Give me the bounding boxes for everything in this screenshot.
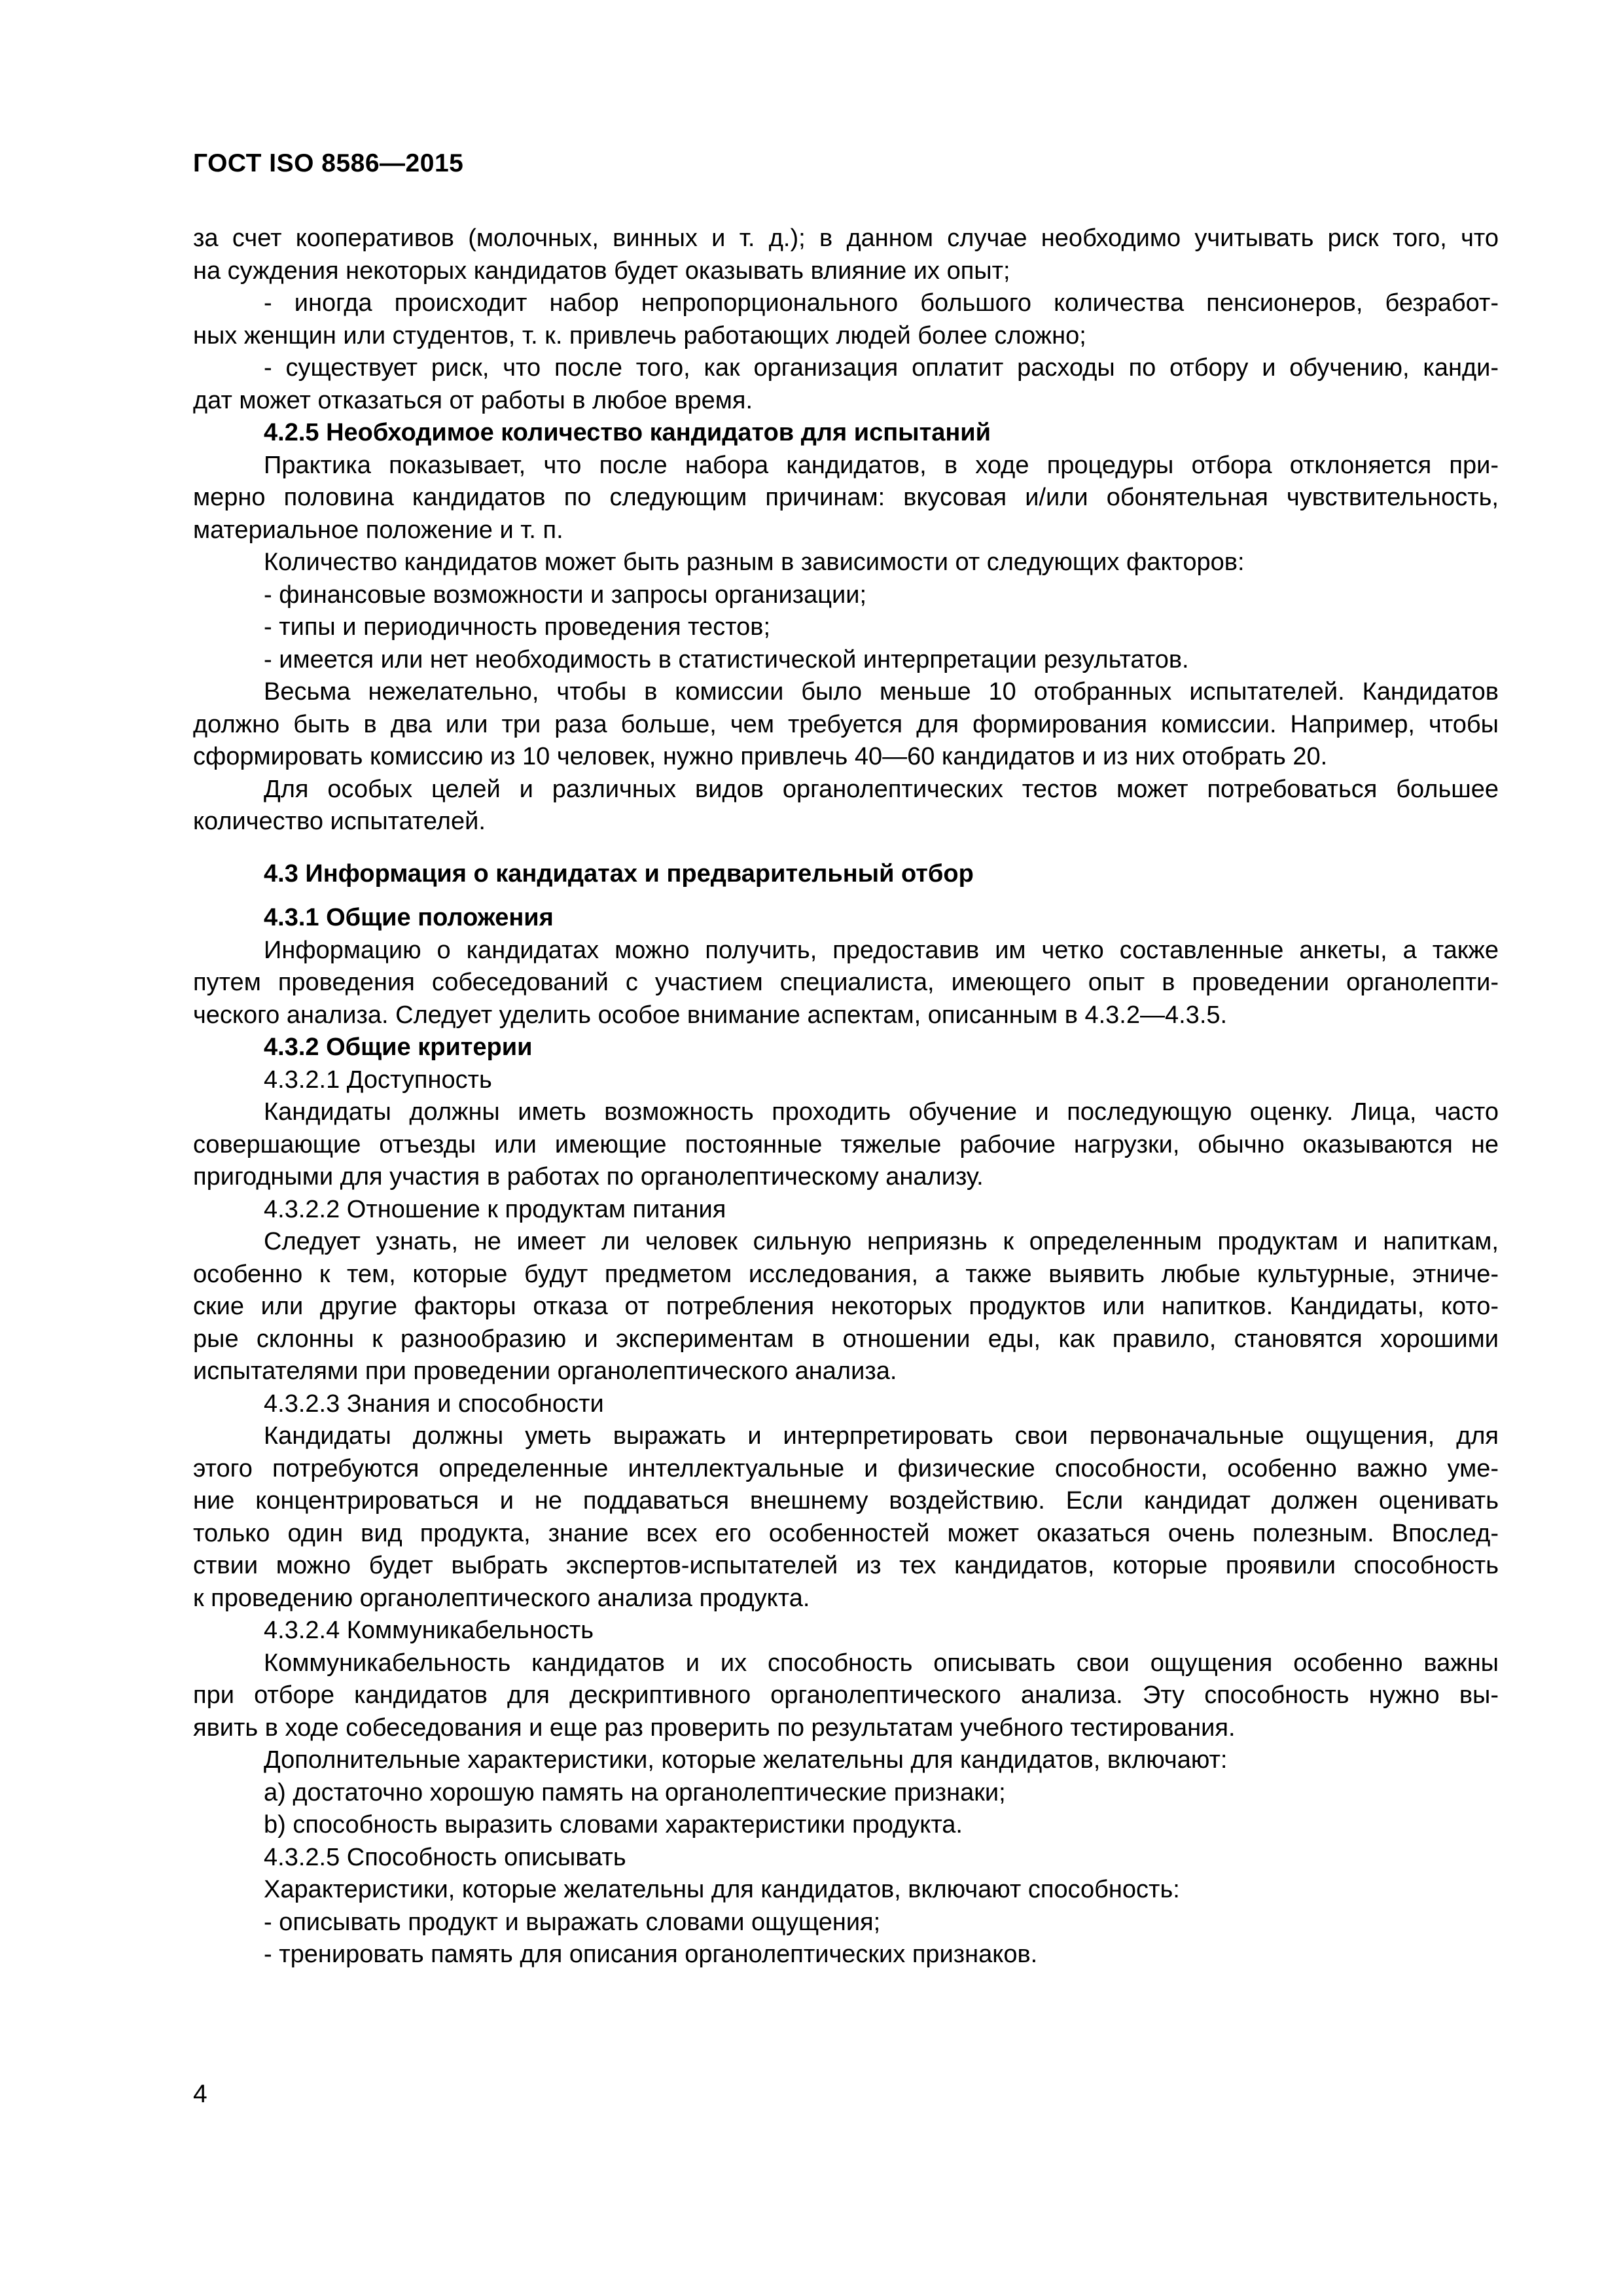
text-line: ческого анализа. Следует уделить особое внимание аспектам, описанным в 4.3.2—4.3.5. bbox=[193, 1001, 1228, 1029]
text-line: рые склонны к разнообразию и экспериментам в отношении еды, как правило, становятся хорошими bbox=[193, 1325, 1499, 1353]
list-item: - типы и периодичность проведения тестов; bbox=[264, 613, 771, 641]
text-line: должно быть в два или три раза больше, чем требуется для формирования комиссии. Например, чтобы bbox=[193, 710, 1499, 738]
text-line: испытателями при проведении органолептического анализа. bbox=[193, 1357, 897, 1385]
list-item: b) способность выразить словами характеристики продукта. bbox=[264, 1811, 963, 1839]
subsection-heading-4-3-2-4: 4.3.2.4 Коммуникабельность bbox=[264, 1617, 594, 1644]
text-line: Дополнительные характеристики, которые желательны для кандидатов, включают: bbox=[264, 1746, 1228, 1774]
text-line: явить в ходе собеседования и еще раз проверить по результатам учебного тестирования. bbox=[193, 1713, 1236, 1742]
list-item: a) достаточно хорошую память на органолептические признаки; bbox=[264, 1778, 1006, 1806]
text-line: Кандидаты должны уметь выражать и интерпретировать свои первоначальные ощущения, для bbox=[264, 1422, 1499, 1450]
list-item: - описывать продукт и выражать словами ощущения; bbox=[264, 1908, 881, 1936]
text-line: путем проведения собеседований с участием специалиста, имеющего опыт в проведении органолепти- bbox=[193, 969, 1499, 996]
text-line: дат может отказаться от работы в любое время. bbox=[193, 386, 753, 414]
text-line: ствии можно будет выбрать экспертов-испытателей из тех кандидатов, которые проявили способность bbox=[193, 1552, 1499, 1579]
section-heading-4-3: 4.3 Информация о кандидатах и предварительный отбор bbox=[264, 859, 974, 888]
text-line: сформировать комиссию из 10 человек, нужно привлечь 40—60 кандидатов и из них отобрать 20. bbox=[193, 743, 1328, 770]
list-item: - финансовые возможности и запросы организации; bbox=[264, 581, 867, 609]
text-line: Коммуникабельность кандидатов и их способность описывать свои ощущения особенно важны bbox=[264, 1649, 1499, 1677]
section-heading-4-3-1: 4.3.1 Общие положения bbox=[264, 904, 554, 931]
section-heading-4-3-2: 4.3.2 Общие критерии bbox=[264, 1033, 533, 1061]
text-line: количество испытателей. bbox=[193, 808, 486, 835]
text-line: мерно половина кандидатов по следующим причинам: вкусовая и/или обонятельная чувствительность, bbox=[193, 484, 1499, 511]
page-number: 4 bbox=[193, 2080, 207, 2108]
document-body bbox=[193, 223, 1499, 1971]
text-line: Информацию о кандидатах можно получить, предоставив им четко составленные анкеты, а также bbox=[264, 936, 1499, 964]
section-heading-4-2-5: 4.2.5 Необходимое количество кандидатов для испытаний bbox=[264, 419, 991, 446]
text-line: Кандидаты должны иметь возможность проходить обучение и последующую оценку. Лица, часто bbox=[264, 1098, 1499, 1126]
text-line: за счет кооперативов (молочных, винных и т. д.); в данном случае необходимо учитывать риск того, что bbox=[193, 224, 1499, 252]
list-item: - иногда происходит набор непропорционального большого количества пенсионеров, безработ- bbox=[264, 289, 1499, 317]
text-line: к проведению органолептического анализа продукта. bbox=[193, 1584, 810, 1612]
text-line: Следует узнать, не имеет ли человек сильную неприязнь к определенным продуктам и напиткам, bbox=[264, 1228, 1499, 1255]
text-line: Характеристики, которые желательны для кандидатов, включают способность: bbox=[264, 1876, 1180, 1903]
text-line: на суждения некоторых кандидатов будет оказывать влияние их опыт; bbox=[193, 257, 1010, 285]
text-line: особенно к тем, которые будут предметом исследования, а также выявить любые культурные, этниче- bbox=[193, 1260, 1499, 1288]
list-item: - тренировать память для описания органолептических признаков. bbox=[264, 1941, 1038, 1968]
text-line: Практика показывает, что после набора кандидатов, в ходе процедуры отбора отклоняется при- bbox=[264, 451, 1499, 479]
text-line: только один вид продукта, знание всех его особенностей может оказаться очень полезным. Впослед- bbox=[193, 1519, 1499, 1547]
text-line: материальное положение и т. п. bbox=[193, 516, 563, 544]
text-line: пригодными для участия в работах по органолептическому анализу. bbox=[193, 1163, 984, 1191]
subsection-heading-4-3-2-3: 4.3.2.3 Знания и способности bbox=[264, 1390, 604, 1418]
text-line: Весьма нежелательно, чтобы в комиссии было меньше 10 отобранных испытателей. Кандидатов bbox=[264, 678, 1499, 706]
text-line: ние концентрироваться и не поддаваться внешнему воздействию. Если кандидат должен оценивать bbox=[193, 1487, 1499, 1515]
subsection-heading-4-3-2-5: 4.3.2.5 Способность описывать bbox=[264, 1843, 626, 1871]
subsection-heading-4-3-2-1: 4.3.2.1 Доступность bbox=[264, 1066, 492, 1094]
text-line: Количество кандидатов может быть разным в зависимости от следующих факторов: bbox=[264, 548, 1245, 576]
text-line: этого потребуются определенные интеллектуальные и физические способности, особенно важно уме- bbox=[193, 1454, 1499, 1482]
text-line: ных женщин или студентов, т. к. привлечь работающих людей более сложно; bbox=[193, 321, 1086, 350]
text-line: при отборе кандидатов для дескриптивного органолептического анализа. Эту способность нужно вы- bbox=[193, 1681, 1499, 1709]
list-item: - существует риск, что после того, как организация оплатит расходы по отбору и обучению, канди- bbox=[264, 354, 1499, 382]
document-header: ГОСТ ISO 8586—2015 bbox=[193, 149, 464, 177]
list-item: - имеется или нет необходимость в статистической интерпретации результатов. bbox=[264, 645, 1189, 673]
text-line: совершающие отъезды или имеющие постоянные тяжелые рабочие нагрузки, обычно оказываются не bbox=[193, 1130, 1499, 1158]
subsection-heading-4-3-2-2: 4.3.2.2 Отношение к продуктам питания bbox=[264, 1195, 726, 1223]
text-line: ские или другие факторы отказа от потребления некоторых продуктов или напитков. Кандидаты, кото- bbox=[193, 1293, 1499, 1320]
text-line: Для особых целей и различных видов органолептических тестов может потребоваться большее bbox=[264, 775, 1499, 803]
